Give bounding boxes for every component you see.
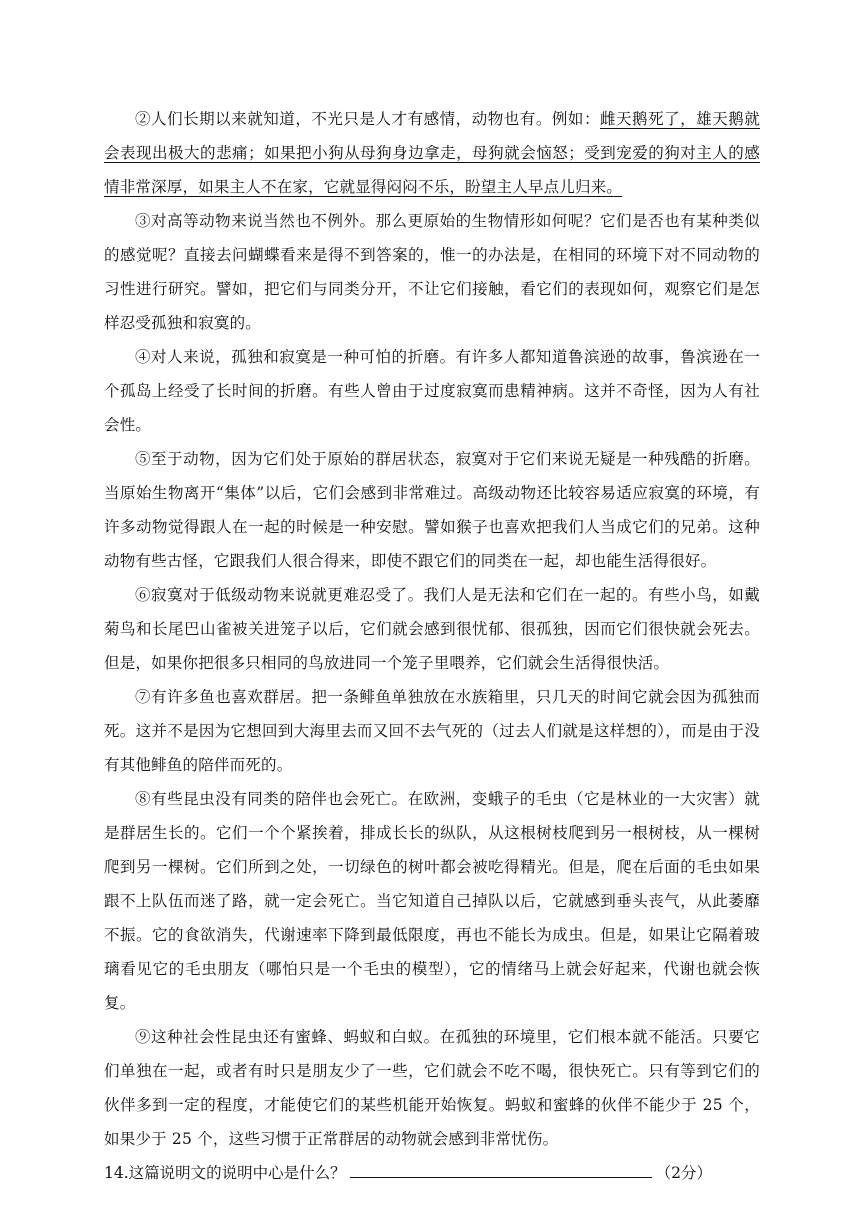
question-14-points: （2分） (655, 1164, 713, 1182)
paragraph-3: ③对高等动物来说当然也不例外。那么更原始的生物情形如何呢？它们是否也有某种类似的感觉呢？直接去问蝴蝶看来是得不到答案的，惟一的办法是，在相同的环境下对不同动物的习性进行研究。譬如，把它们与同类分开，不让它们接触，看它们的表现如何，观察它们是怎样忍受孤独和寂寞的。 (104, 212, 760, 332)
paragraph-2 (104, 102, 760, 204)
paragraph-5: ⑤至于动物，因为它们处于原始的群居状态，寂寞对于它们来说无疑是一种残酷的折磨。当原始生物离开“集体”以后，它们会感到非常难过。高级动物还比较容易适应寂寞的环境，有许多动物觉得跟人在一起的时候是一种安慰。譬如猴子也喜欢把我们人当成它们的兄弟。这种动物有些古怪，它跟我们人很合得来，即使不跟它们的同类在一起，却也能生活得很好。 (104, 450, 760, 570)
paragraph-7: ⑦有许多鱼也喜欢群居。把一条鲱鱼单独放在水族箱里，只几天的时间它就会因为孤独而死。这并不是因为它想回到大海里去而又回不去气死的（过去人们就是这样想的），而是由于没有其他鲱鱼的陪伴而死的。 (104, 688, 760, 774)
question-14-answer-blank[interactable] (350, 1159, 652, 1178)
paragraph-2-underlined-examples: 雌天鹅死了，雄天鹅就会表现出极大的悲痛；如果把小狗从母狗身边拿走，母狗就会恼怒；受到宠爱的狗对主人的感情非常深厚，如果主人不在家，它就显得闷闷不乐，盼望主人早点儿归来。 (104, 110, 760, 196)
question-14 (104, 1156, 760, 1190)
document-page (104, 102, 760, 1190)
paragraph-8: ⑧有些昆虫没有同类的陪伴也会死亡。在欧洲，变蛾子的毛虫（它是林业的一大灾害）就是群居生长的。它们一个个紧挨着，排成长长的纵队，从这根树枝爬到另一根树枝，从一棵树爬到另一棵树。它们所到之处，一切绿色的树叶都会被吃得精光。但是，爬在后面的毛虫如果跟不上队伍而迷了路，就一定会死亡。当它知道自己掉队以后，它就感到垂头丧气，从此萎靡不振。它的食欲消失，代谢速率下降到最低限度，再也不能长为成虫。但是，如果让它隔着玻璃看见它的毛虫朋友（哪怕只是一个毛虫的模型），它的情绪马上就会好起来，代谢也就会恢复。 (104, 790, 760, 1012)
paragraph-2-lead: ②人们长期以来就知道，不光只是人才有感情，动物也有。例如： (135, 110, 600, 128)
question-14-prompt: 14.这篇说明文的说明中心是什么？ (104, 1164, 346, 1182)
paragraph-9: ⑨这种社会性昆虫还有蜜蜂、蚂蚁和白蚁。在孤独的环境里，它们根本就不能活。只要它们单独在一起，或者有时只是朋友少了一些，它们就会不吃不喝，很快死亡。只有等到它们的伙伴多到一定的程度，才能使它们的某些机能开始恢复。蚂蚁和蜜蜂的伙伴不能少于 25 个，如果少于 25 个，这些习惯于正常群居的动物就会感到非常忧伤。 (104, 1028, 760, 1148)
paragraph-4: ④对人来说，孤独和寂寞是一种可怕的折磨。有许多人都知道鲁滨逊的故事，鲁滨逊在一个孤岛上经受了长时间的折磨。有些人曾由于过度寂寞而患精神病。这并不奇怪，因为人有社会性。 (104, 348, 760, 434)
paragraph-6: ⑥寂寞对于低级动物来说就更难忍受了。我们人是无法和它们在一起的。有些小鸟，如戴菊鸟和长尾巴山雀被关进笼子以后，它们就会感到很忧郁、很孤独，因而它们很快就会死去。但是，如果你把很多只相同的鸟放进同一个笼子里喂养，它们就会生活得很快活。 (104, 586, 760, 672)
